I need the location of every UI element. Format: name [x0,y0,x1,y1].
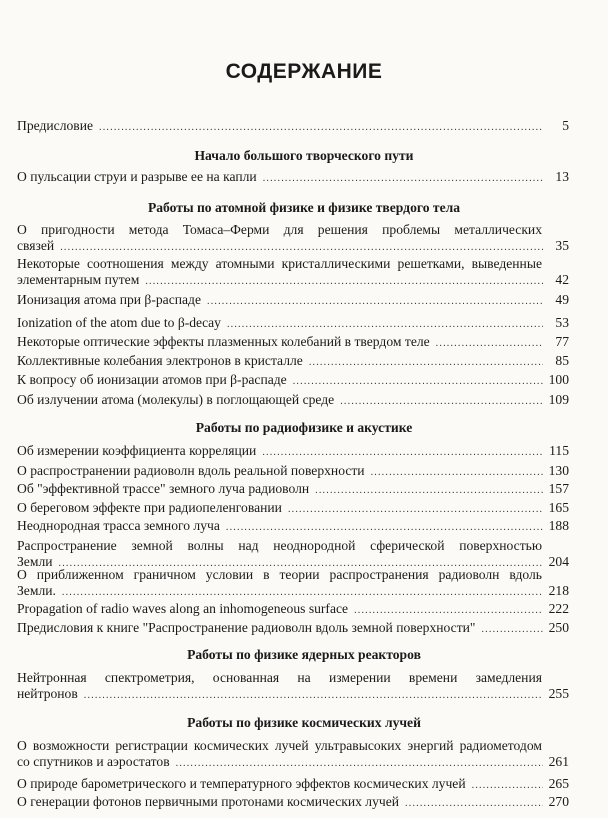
toc-page-number: 109 [548,392,569,407]
dot-leader [60,240,543,256]
toc-entry[interactable] [17,794,569,812]
toc-entry-title: Некоторые оптические эффекты плазменных колебаний в твердом теле [17,334,430,349]
toc-entry-title: Земли. [17,583,56,598]
toc-entry[interactable] [17,443,569,461]
dot-leader [84,688,543,704]
toc-entry[interactable] [17,222,569,256]
dot-leader [207,294,543,310]
toc-entry-title: Предисловие [17,118,94,133]
toc-entry-title: Некоторые соотношения между атомными кристаллическими решетками, выведенные [17,256,542,271]
dot-leader [481,622,542,638]
section-heading: Работы по радиофизике и акустике [195,420,413,435]
toc-entry[interactable] [17,481,569,499]
dot-leader [145,274,543,290]
toc-page-number: 255 [548,686,569,701]
dot-leader [262,445,543,461]
toc-entry[interactable] [17,334,569,352]
toc-entry[interactable] [17,463,569,481]
toc-entry-title: элементарным путем [17,272,140,287]
section-heading: Работы по физике космических лучей [187,715,421,730]
dot-leader [472,778,543,794]
toc-entry[interactable] [17,776,569,794]
toc-entry-title: О возможности регистрации космических лучей ультравысоких энергий радиометодом [17,738,542,753]
dot-leader [354,603,543,619]
toc-entry-title: О распространении радиоволн вдоль реальной поверхности [17,463,365,478]
section-heading: Начало большого творческого пути [194,148,414,163]
toc-page-number: 53 [555,315,569,330]
toc-entry-title: Распространение земной волны над неоднородной сферической поверхностью [17,538,542,553]
toc-entry-title: Предисловия к книге "Распространение радиоволн вдоль земной поверхности" [17,620,476,635]
dot-leader [293,374,543,390]
dot-leader [340,394,542,410]
toc-entry[interactable] [17,518,569,536]
toc-entry-title: нейтронов [17,686,78,701]
toc-entry-title: К вопросу об ионизации атомов при β-распаде [17,372,287,387]
toc-page-number: 49 [555,292,569,307]
toc-page-number: 5 [562,118,569,133]
section-heading: Работы по физике ядерных реакторов [187,647,421,662]
toc-entry-title: Ионизация атома при β-распаде [17,292,201,307]
toc-entry[interactable] [17,567,569,601]
toc-page-number: 188 [548,518,569,533]
dot-leader [263,171,543,187]
toc-entry-title: Об "эффективной трассе" земного луча радиоволн [17,481,310,496]
toc-entry[interactable] [17,256,569,290]
dot-leader [226,520,543,536]
dot-leader [309,355,543,371]
dot-leader [227,317,543,333]
toc-page-number: 115 [549,443,569,458]
toc-entry[interactable] [17,392,569,410]
toc-page-number: 218 [548,583,569,598]
toc-entry[interactable] [17,372,569,390]
page-title: СОДЕРЖАНИЕ [225,60,383,83]
toc-page-number: 261 [548,754,569,769]
toc-entry-title: О береговом эффекте при радиопеленговании [17,500,282,515]
toc-entry-title: Коллективные колебания электронов в кристалле [17,353,303,368]
toc-entry[interactable] [17,353,569,371]
toc-page-number: 157 [548,481,569,496]
toc-page-number: 35 [555,238,569,253]
toc-page-number: 204 [548,554,569,569]
toc-entry-title: Нейтронная спектрометрия, основанная на измерении времени замедления [17,670,542,685]
toc-entry[interactable] [17,118,569,136]
toc-page-number: 165 [548,500,569,515]
toc-page-number: 85 [555,353,569,368]
toc-entry[interactable] [17,670,569,704]
toc-entry-title: О пригодности метода Томаса–Ферми для решения проблемы металлических [17,222,542,237]
toc-entry[interactable] [17,620,569,638]
toc-entry-title: со спутников и аэростатов [17,754,170,769]
dot-leader [405,796,543,812]
dot-leader [315,483,542,499]
toc-entry-title: Неоднородная трасса земного луча [17,518,220,533]
toc-entry[interactable] [17,601,569,619]
toc-entry[interactable] [17,738,569,772]
dot-leader [288,502,543,518]
toc-page-number: 250 [548,620,569,635]
toc-entry-title: О пульсации струи и разрыве ее на капли [17,169,257,184]
dot-leader [99,120,543,136]
toc-entry-title: Об измерении коэффициента корреляции [17,443,257,458]
toc-entry-title: Propagation of radio waves along an inhomogeneous surface [17,601,349,616]
toc-entry-title: О природе барометрического и температурного эффектов космических лучей [17,776,466,791]
toc-entry-title: О приближенном граничном условии в теории распространения радиоволн вдоль [17,567,542,582]
toc-entry-title: О генерации фотонов первичными протонами космических лучей [17,794,400,809]
toc-entry-title: Об излучении атома (молекулы) в поглощающей среде [17,392,335,407]
toc-page-number: 100 [548,372,569,387]
toc-page-number: 222 [548,601,569,616]
toc-page-number: 77 [555,334,569,349]
toc-page-number: 13 [555,169,569,184]
toc-entry-title: связей [17,238,55,253]
toc-page-number: 130 [548,463,569,478]
toc-page-number: 270 [548,794,569,809]
toc-entry[interactable] [17,315,569,333]
toc-page-number: 42 [555,272,569,287]
toc-entry-title: Земли [17,554,53,569]
dot-leader [176,756,543,772]
toc-entry[interactable] [17,500,569,518]
toc-entry[interactable] [17,169,569,187]
toc-entry-title: Ionization of the atom due to β-decay [17,315,221,330]
toc-entry[interactable] [17,292,569,310]
dot-leader [62,585,543,601]
dot-leader [371,465,543,481]
section-heading: Работы по атомной физике и физике твердого тела [147,200,461,215]
toc-page-number: 265 [548,776,569,791]
dot-leader [436,336,543,352]
